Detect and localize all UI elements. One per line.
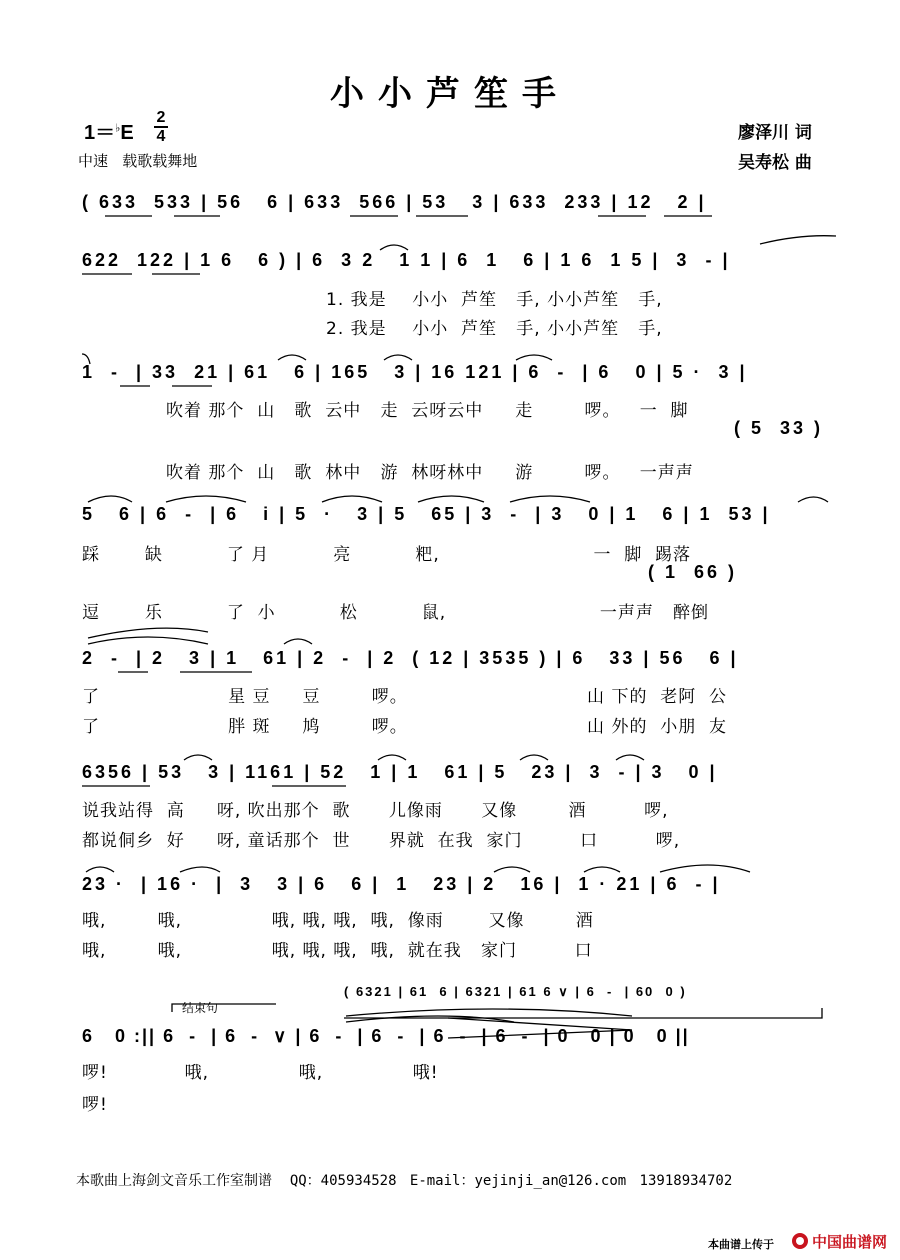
upload-note: 本曲谱上传于 (708, 1238, 774, 1251)
lyric-line-3-verse-2: 吹着 那个 山 歌 林中 游 林呀林中 游 啰。 一声声 (166, 463, 694, 483)
slur-mark (510, 496, 590, 502)
slur-mark (380, 245, 408, 250)
score-line-3: 1 - | 33 21 | 61 6 | 165 3 | 16 121 | 6 - | 6 0 | 5 · 3 | (82, 362, 748, 382)
footer-qq: QQ：405934528 (289, 1173, 397, 1189)
slur-mark (494, 867, 530, 872)
lyric-line-8-verse-1: 啰! 哦, 哦, 哦! (82, 1063, 439, 1083)
slur-mark (88, 496, 132, 502)
lyric-line-4-verse-1: 踩 缺 了 月 亮 粑, 一 脚 踢落 (82, 545, 692, 565)
lyric-line-5-verse-2: 了 胖 斑 鸠 啰。 山 外的 小朋 友 (82, 717, 728, 737)
lyricist-credit: 廖泽川 词 (738, 123, 812, 143)
slur-mark (516, 355, 552, 360)
slur-mark (384, 355, 412, 360)
slur-mark (82, 354, 90, 364)
slur-mark (166, 496, 246, 502)
meter-bottom: 4 (156, 128, 166, 145)
slur-mark (798, 497, 828, 502)
slur-mark (86, 867, 114, 872)
song-title: 小小芦笙手 (330, 74, 570, 114)
score-line-4: 5 6 | 6 - | 6 i | 5 · 3 | 5 65 | 3 - | 3 0 | 1 6 | 1 53 | (82, 504, 771, 524)
lyric-line-8-verse-2: 啰! (82, 1095, 108, 1115)
lyric-line-5-verse-1: 了 星 豆 豆 啰。 山 下的 老阿 公 (82, 687, 728, 707)
slur-mark (584, 867, 620, 872)
score-line-2: 622 122 | 1 6 6 ) | 6 3 2 1 1 | 6 1 6 | 1 6 1 5 | 3 - | (82, 250, 731, 270)
score-line-1: ( 633 533 | 56 6 | 633 566 | 53 3 | 633 233 | 12 2 | (82, 192, 707, 212)
slur-mark (88, 637, 208, 644)
tie-mark (760, 236, 836, 244)
key-letter: E (120, 122, 134, 144)
lyric-line-7-verse-1: 哦, 哦, 哦, 哦, 哦, 哦, 像雨 又像 酒 (82, 911, 594, 931)
meter-top: 2 (156, 109, 166, 126)
diminuendo-hairpin (448, 1018, 632, 1038)
ossia-2: ( 1 66 ) (648, 562, 738, 582)
ossia-1: ( 5 33 ) (734, 418, 824, 438)
lyric-line-6-verse-1: 说我站得 高 呀, 吹出那个 歌 儿像雨 又像 酒 啰, (82, 801, 669, 821)
lyric-line-3-verse-1: 吹着 那个 山 歌 云中 走 云呀云中 走 啰。 一 脚 (166, 401, 689, 421)
score-line-8: 6 0 :|| 6 - | 6 - ∨ | 6 - | 6 - | 6 - | 6 - | 0 0 | 0 0 || (82, 1026, 690, 1046)
slur-mark (520, 755, 548, 760)
lyric-line-4-verse-2: 逗 乐 了 小 松 鼠, 一声声 醉倒 (82, 603, 710, 623)
tempo-marking: 中速 载歌载舞地 (78, 152, 198, 170)
coda-label: 结束句 (182, 1001, 219, 1015)
slur-mark (378, 755, 406, 760)
score-line-6: 6356 | 53 3 | 1161 | 52 1 | 1 61 | 5 23 | 3 - | 3 0 | (82, 762, 718, 782)
lyric-line-2-verse-1: 1. 我是 小小 芦笙 手, 小小芦笙 手, (326, 290, 663, 310)
slur-mark (180, 867, 220, 872)
composer-credit: 吴寿松 曲 (738, 153, 812, 173)
key-flat: ♭ (115, 122, 121, 135)
slur-mark (284, 639, 312, 644)
slur-mark (418, 496, 484, 502)
key-prefix: 1＝ (84, 122, 116, 144)
score-line-5: 2 - | 2 3 | 1 61 | 2 - | 2 ( 12 | 3535 ) | 6 33 | 56 6 | (82, 648, 739, 668)
footer-credits (76, 1170, 732, 1190)
slur-mark (278, 355, 306, 360)
slur-mark (616, 755, 644, 760)
slur-mark (322, 496, 382, 502)
slur-mark (660, 865, 750, 872)
footer-studio: 本歌曲上海剑文音乐工作室制谱 (76, 1173, 272, 1189)
coda-ossia: ( 6321 | 61 6 | 6321 | 61 6 ∨ | 6 - | 60 0 ) (344, 984, 687, 999)
footer-email: E-mail：yejinji_an@126.com (409, 1173, 627, 1189)
site-logo-text: 中国曲谱网 (812, 1233, 888, 1251)
footer-phone: 13918934702 (639, 1173, 733, 1189)
slur-mark (184, 755, 212, 760)
score-line-7: 23 · | 16 · | 3 3 | 6 6 | 1 23 | 2 16 | 1 · 21 | 6 - | (82, 874, 721, 894)
coda-bracket (172, 1004, 276, 1012)
lyric-line-7-verse-2: 哦, 哦, 哦, 哦, 哦, 哦, 就在我 家门 口 (82, 941, 593, 961)
lyric-line-6-verse-2: 都说侗乡 好 呀, 童话那个 世 界就 在我 家门 口 啰, (82, 831, 681, 851)
lyric-line-2-verse-2: 2. 我是 小小 芦笙 手, 小小芦笙 手, (326, 319, 663, 339)
site-logo (790, 1230, 890, 1252)
slur-mark (346, 1009, 632, 1016)
